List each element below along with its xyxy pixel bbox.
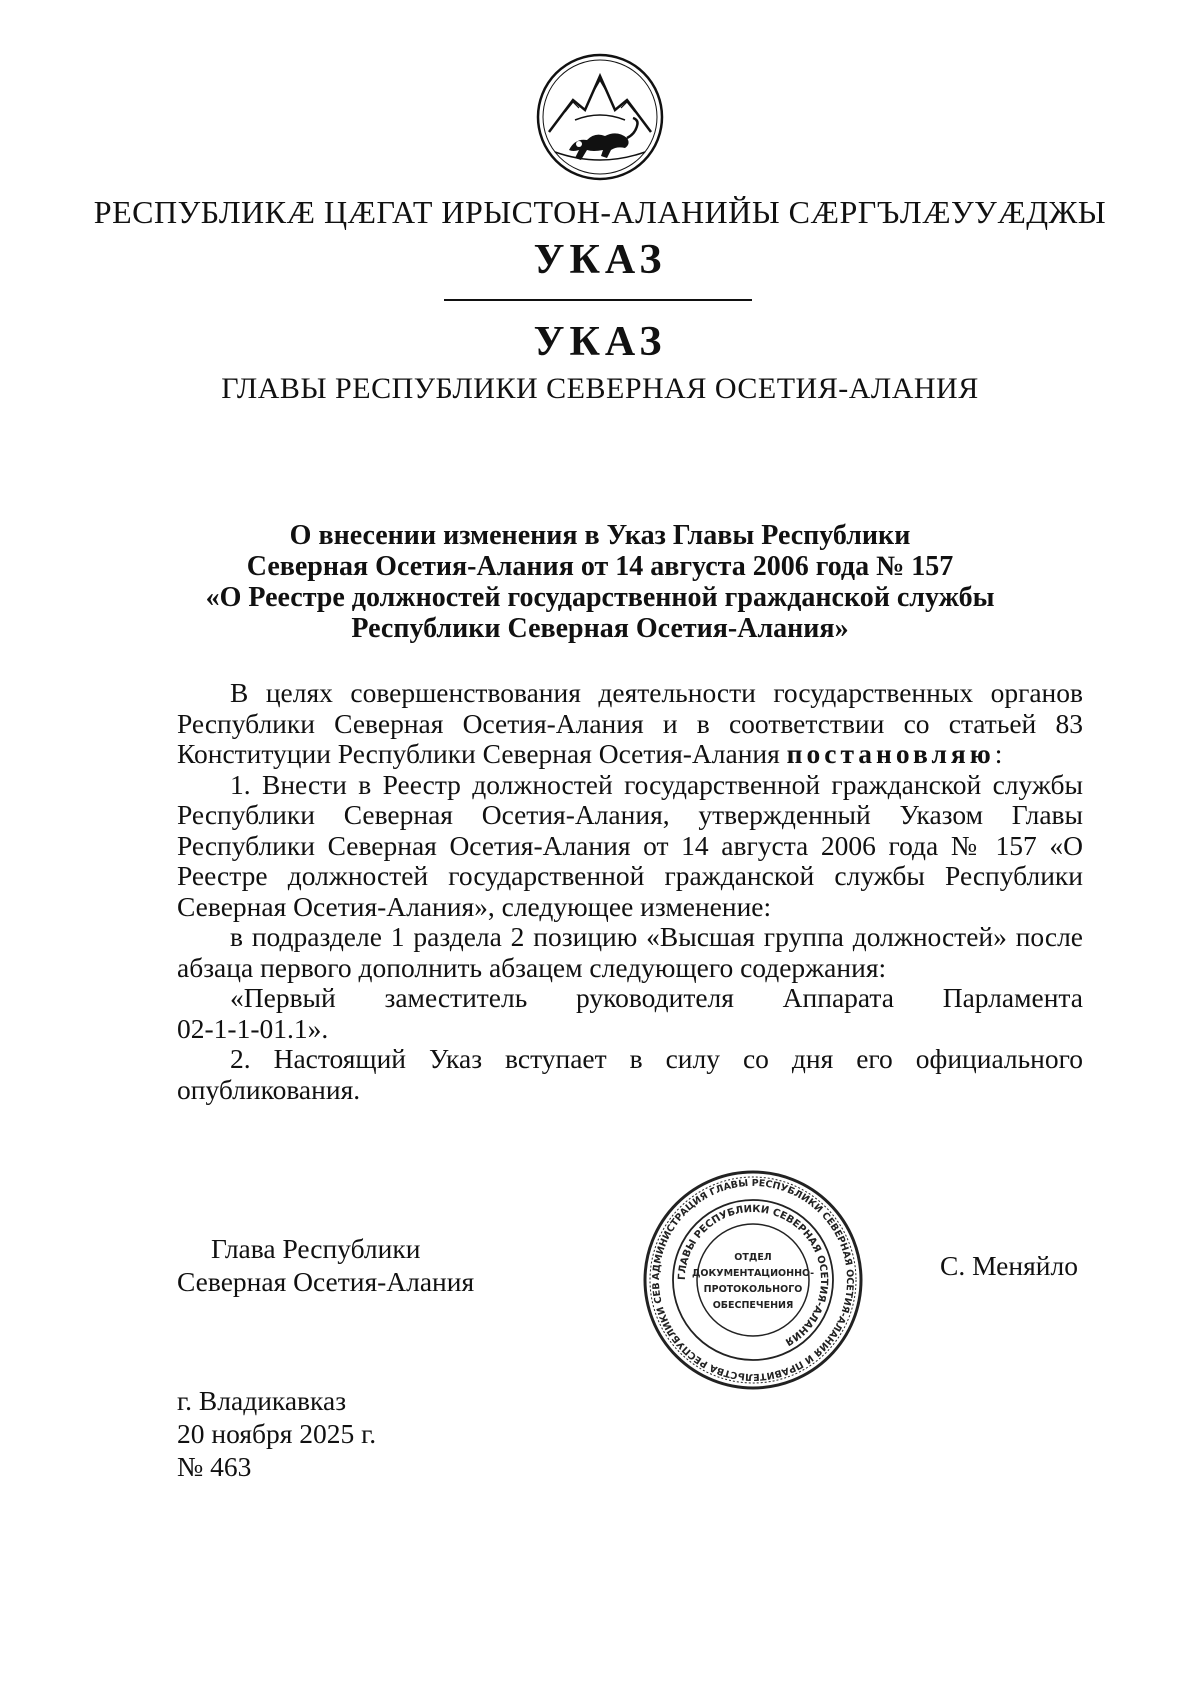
decree-word: постановляю: [786, 738, 995, 769]
heading-line: О внесении изменения в Указ Главы Республики: [289, 520, 911, 551]
stamp-center-line: ПРОТОКОЛЬНОГО: [703, 1284, 803, 1295]
city: г. Владикавказ: [177, 1385, 347, 1416]
new-position-word: «Первый: [230, 982, 336, 1013]
russian-subtitle: ГЛАВЫ РЕСПУБЛИКИ СЕВЕРНАЯ ОСЕТИЯ-АЛАНИЯ: [221, 372, 979, 405]
header-divider: [444, 299, 752, 301]
stamp-center-line: ОБЕСПЕЧЕНИЯ: [712, 1300, 794, 1311]
signer-title: [177, 1232, 474, 1298]
stamp-inner-ring-text: ГЛАВЫ РЕСПУБЛИКИ СЕВЕРНАЯ ОСЕТИЯ-АЛАНИЯ: [676, 1203, 830, 1348]
new-position-word: заместитель: [384, 982, 528, 1013]
new-position-word: Парламента: [942, 982, 1083, 1013]
ossetian-title: РЕСПУБЛИКӔ ЦӔГАТ ИРЫСТОН-АЛАНИЙЫ СӔРГЪЛӔУУӔДЖЫ: [93, 194, 1107, 230]
new-position-line: [177, 983, 1083, 1014]
date: 20 ноября 2025 г.: [177, 1418, 377, 1449]
heading-line: Республики Северная Осетия-Алания»: [351, 613, 849, 644]
heading-line: «О Реестре должностей государственной гражданской службы: [205, 582, 995, 613]
decree-colon: :: [994, 738, 1003, 769]
document-body: [177, 678, 1083, 1105]
preamble-text: В целях совершенствования деятельности государственных органов Республики Северная Осетия-Алания и в соответствии со статьей 83 Конституции Республики Северная Осетия-Алания: [177, 677, 1083, 769]
new-position-word: Аппарата: [782, 982, 894, 1013]
document-heading: [180, 520, 1020, 644]
place-and-date: [177, 1384, 376, 1483]
heading-line: Северная Осетия-Алания от 14 августа 2006 года № 157: [246, 551, 954, 582]
signer-name: С. Меняйло: [940, 1250, 1078, 1281]
item-1: 1. Внести в Реестр должностей государственной гражданской службы Республики Северная Осетия-Алания, утвержденный Указом Главы Республики Северная Осетия-Алания от 14 августа 2006 года № 157 «О Реестре должностей государственной гражданской службы Республики Северная Осетия-Алания», следующее изменение:: [177, 768, 1083, 922]
item-1-detail: в подразделе 1 раздела 2 позицию «Высшая группа должностей» после абзаца первого дополнить абзацем следующего содержания:: [177, 921, 1083, 983]
signer-title-line-2: Северная Осетия-Алания: [177, 1266, 475, 1297]
stamp-outer-ring-text: АДМИНИСТРАЦИЯ ГЛАВЫ РЕСПУБЛИКИ СЕВЕРНАЯ ОСЕТИЯ-АЛАНИЯ И ПРАВИТЕЛЬСТВА РЕСПУБЛИКИ СЕВ: [650, 1177, 856, 1383]
document-number: № 463: [177, 1451, 252, 1482]
ukaz-ossetian-heading: УКАЗ: [533, 237, 667, 283]
official-stamp: [641, 1168, 865, 1392]
stamp-center-line: ОТДЕЛ: [734, 1252, 772, 1263]
item-2: 2. Настоящий Указ вступает в силу со дня его официального опубликования.: [177, 1043, 1083, 1105]
new-position-word: руководителя: [576, 982, 734, 1013]
coat-of-arms-emblem: [535, 52, 665, 182]
new-position-code: 02-1-1-01.1».: [177, 1012, 329, 1044]
stamp-center-line: ДОКУМЕНТАЦИОННО-: [691, 1268, 815, 1279]
preamble-paragraph: [177, 678, 1083, 770]
ukaz-russian-heading: УКАЗ: [533, 319, 667, 365]
signer-title-line-1: Глава Республики: [211, 1233, 421, 1264]
